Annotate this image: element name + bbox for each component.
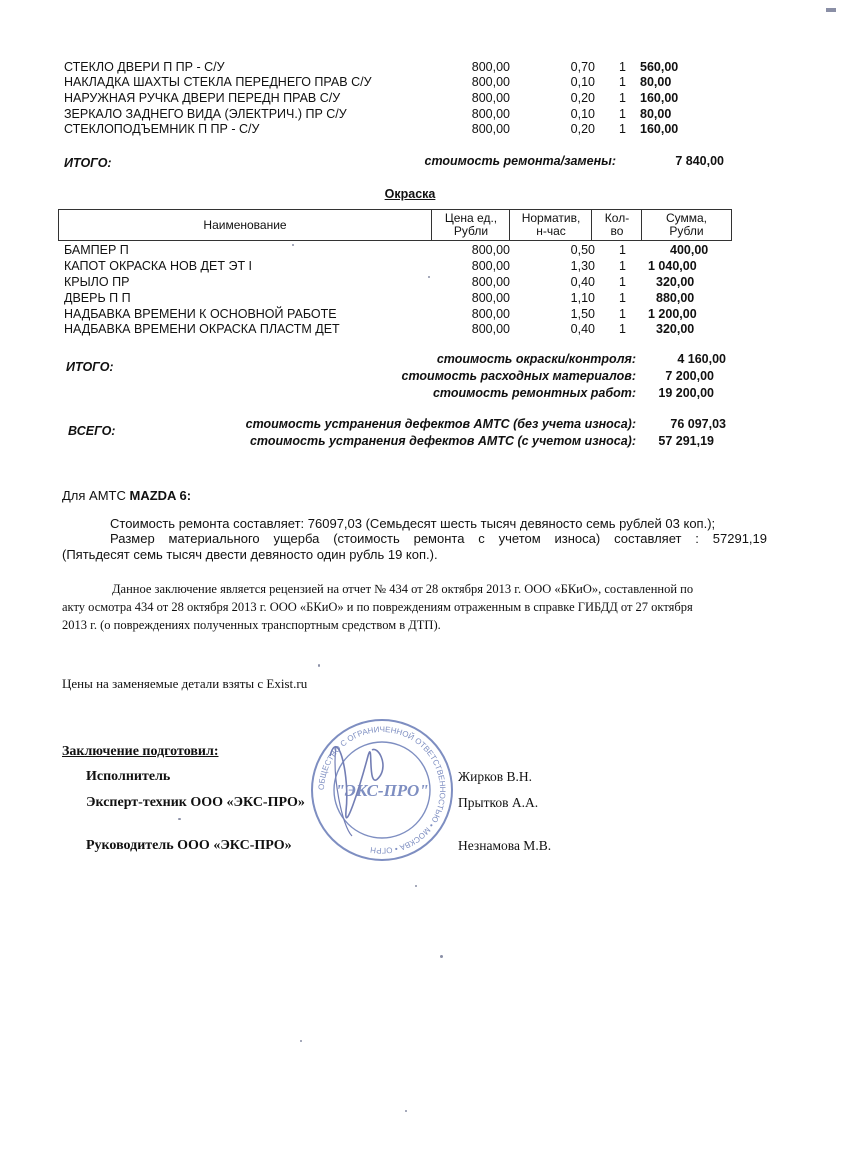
company-stamp (308, 716, 456, 864)
conclusion-line: Данное заключение является рецензией на отчет № 434 от 28 октября 2013 г. ООО «БКиО», составленной по (112, 582, 694, 596)
table-row (64, 275, 744, 290)
item-name: НАРУЖНАЯ РУЧКА ДВЕРИ ПЕРЕДН ПРАВ С/У (64, 91, 341, 105)
header-sum-line: Сумма, (665, 211, 708, 225)
expert-label: Эксперт-техник ООО «ЭКС-ПРО» (86, 795, 305, 810)
item-norm: 1,10 (570, 291, 595, 305)
item-norm: 0,20 (570, 122, 595, 136)
item-norm: 0,10 (570, 75, 595, 89)
materials-cost-value: 7 200,00 (665, 369, 714, 383)
header-norm-line: Норматив, (521, 211, 581, 225)
item-qty: 1 (619, 291, 626, 305)
item-sum: 1 040,00 (648, 259, 697, 273)
conclusion-line: 2013 г. (о повреждениях полученных транспортным средством в ДТП). (62, 618, 441, 632)
item-name: ДВЕРЬ П П (64, 291, 131, 305)
works-cost-label: стоимость ремонтных работ: (432, 386, 636, 400)
vehicle-model: MAZDA 6: (129, 488, 192, 503)
conclusion-line: акту осмотра 434 от 28 октября 2013 г. ООО «БКиО» и по повреждениям отраженным в справке ГИБДД от 27 октября (62, 600, 693, 614)
scan-speck (440, 955, 443, 958)
scan-speck (300, 1040, 302, 1042)
vehicle-prefix: Для АМТС (62, 488, 130, 503)
header-price-line: Рубли (453, 224, 489, 238)
item-name: НАКЛАДКА ШАХТЫ СТЕКЛА ПЕРЕДНЕГО ПРАВ С/У (64, 75, 372, 89)
stamp-ring-text: ОБЩЕСТВО С ОГРАНИЧЕННОЙ ОТВЕТСТВЕННОСТЬЮ • МОСКВА • ОГРН (316, 724, 448, 856)
item-qty: 1 (619, 322, 626, 336)
expert-name: Прытков А.А. (458, 795, 539, 810)
table-row (64, 122, 744, 137)
header-name: Наименование (203, 217, 287, 232)
item-sum: 320,00 (656, 322, 695, 336)
table-row (64, 307, 744, 322)
table-row (64, 291, 744, 306)
cost-with-wear-label: стоимость устранения дефектов АМТС (с учетом износа): (249, 434, 636, 448)
vehicle-line (62, 488, 191, 503)
repair-cost-value: 7 840,00 (675, 154, 724, 168)
prices-source-note: Цены на заменяемые детали взяты с Exist.ru (62, 676, 308, 691)
item-price: 800,00 (471, 307, 510, 321)
item-qty: 1 (619, 91, 626, 105)
item-qty: 1 (619, 259, 626, 273)
header-qty (591, 210, 642, 240)
header-price-line: Цена ед., (444, 211, 498, 225)
item-qty: 1 (619, 243, 626, 257)
scan-speck (318, 664, 320, 667)
director-label: Руководитель ООО «ЭКС-ПРО» (86, 838, 292, 853)
item-qty: 1 (619, 60, 626, 74)
item-sum: 560,00 (640, 60, 679, 74)
item-norm: 1,30 (570, 259, 595, 273)
cost-without-wear-value: 76 097,03 (670, 417, 726, 431)
header-price (431, 210, 510, 240)
item-qty: 1 (619, 122, 626, 136)
item-qty: 1 (619, 75, 626, 89)
item-price: 800,00 (471, 275, 510, 289)
item-name: НАДБАВКА ВРЕМЕНИ ОКРАСКА ПЛАСТМ ДЕТ (64, 322, 340, 336)
section-title: Окраска (384, 187, 436, 201)
item-sum: 80,00 (640, 75, 672, 89)
item-norm: 0,50 (570, 243, 595, 257)
item-norm: 0,40 (570, 275, 595, 289)
item-sum: 80,00 (640, 107, 672, 121)
item-qty: 1 (619, 107, 626, 121)
item-sum: 880,00 (656, 291, 695, 305)
item-sum: 320,00 (656, 275, 695, 289)
cost-with-wear-value: 57 291,19 (658, 434, 714, 448)
director-name: Незнамова М.В. (458, 838, 552, 853)
header-qty-line: во (610, 224, 624, 238)
table-row (64, 60, 744, 75)
paint-cost-value: 4 160,00 (677, 352, 726, 366)
header-norm-line: н-час (536, 224, 566, 238)
item-name: БАМПЕР П (64, 243, 129, 257)
item-name: ЗЕРКАЛО ЗАДНЕГО ВИДА (ЭЛЕКТРИЧ.) ПР С/У (64, 107, 347, 121)
item-name: НАДБАВКА ВРЕМЕНИ К ОСНОВНОЙ РАБОТЕ (64, 307, 337, 321)
materials-cost-label: стоимость расходных материалов: (401, 369, 636, 383)
item-sum: 160,00 (640, 91, 679, 105)
item-price: 800,00 (471, 243, 510, 257)
scan-speck (428, 276, 430, 278)
item-sum: 1 200,00 (648, 307, 697, 321)
table-row (64, 243, 744, 258)
table-row (64, 259, 744, 274)
item-price: 800,00 (471, 122, 510, 136)
item-price: 800,00 (471, 322, 510, 336)
damage-sentence-line2: (Пятьдесят семь тысяч двести девяносто один рубль 19 коп.). (62, 547, 438, 562)
table-row (64, 322, 744, 337)
cost-without-wear-label: стоимость устранения дефектов АМТС (без учета износа): (245, 417, 636, 431)
scan-speck (292, 244, 294, 246)
item-price: 800,00 (471, 91, 510, 105)
table-row (64, 107, 744, 122)
item-name: КРЫЛО ПР (64, 275, 130, 289)
header-sum (641, 210, 731, 240)
scan-speck (415, 885, 417, 887)
item-sum: 160,00 (640, 122, 679, 136)
item-price: 800,00 (471, 107, 510, 121)
repair-cost-sentence: Стоимость ремонта составляет: 76097,03 (Семьдесят шесть тысяч девяносто семь рублей 03 коп.); (110, 516, 716, 531)
repair-cost-label: стоимость ремонта/замены: (424, 154, 616, 168)
works-cost-value: 19 200,00 (658, 386, 714, 400)
item-name: СТЕКЛОПОДЪЕМНИК П ПР - С/У (64, 122, 260, 136)
scan-speck (826, 8, 836, 12)
item-norm: 1,50 (570, 307, 595, 321)
item-price: 800,00 (471, 75, 510, 89)
header-norm (509, 210, 592, 240)
item-price: 800,00 (471, 291, 510, 305)
table-row (64, 75, 744, 90)
header-qty-line: Кол- (604, 211, 630, 225)
paint-total-label: ИТОГО: (66, 360, 114, 374)
executor-name: Жирков В.Н. (458, 769, 532, 784)
item-name: КАПОТ ОКРАСКА НОВ ДЕТ ЭТ I (64, 259, 253, 273)
paint-cost-label: стоимость окраски/контроля: (436, 352, 636, 366)
table-header (58, 209, 732, 241)
item-qty: 1 (619, 307, 626, 321)
item-norm: 0,40 (570, 322, 595, 336)
table-row (64, 91, 744, 106)
signatures-heading: Заключение подготовил: (62, 744, 219, 759)
grand-total-label: ВСЕГО: (68, 424, 116, 438)
item-name: СТЕКЛО ДВЕРИ П ПР - С/У (64, 60, 225, 74)
item-qty: 1 (619, 275, 626, 289)
executor-label: Исполнитель (86, 769, 171, 784)
item-norm: 0,20 (570, 91, 595, 105)
item-price: 800,00 (471, 60, 510, 74)
damage-sentence-line1: Размер материального ущерба (стоимость ремонта с учетом износа) составляет : 57291,19 (110, 531, 767, 546)
header-sum-line: Рубли (669, 224, 704, 238)
item-sum: 400,00 (670, 243, 709, 257)
scan-speck (178, 818, 181, 820)
item-price: 800,00 (471, 259, 510, 273)
stamp-center-text: "ЭКС-ПРО" (335, 781, 429, 800)
repair-total-label: ИТОГО: (64, 156, 112, 170)
item-norm: 0,70 (570, 60, 595, 74)
scan-speck (405, 1110, 407, 1112)
item-norm: 0,10 (570, 107, 595, 121)
